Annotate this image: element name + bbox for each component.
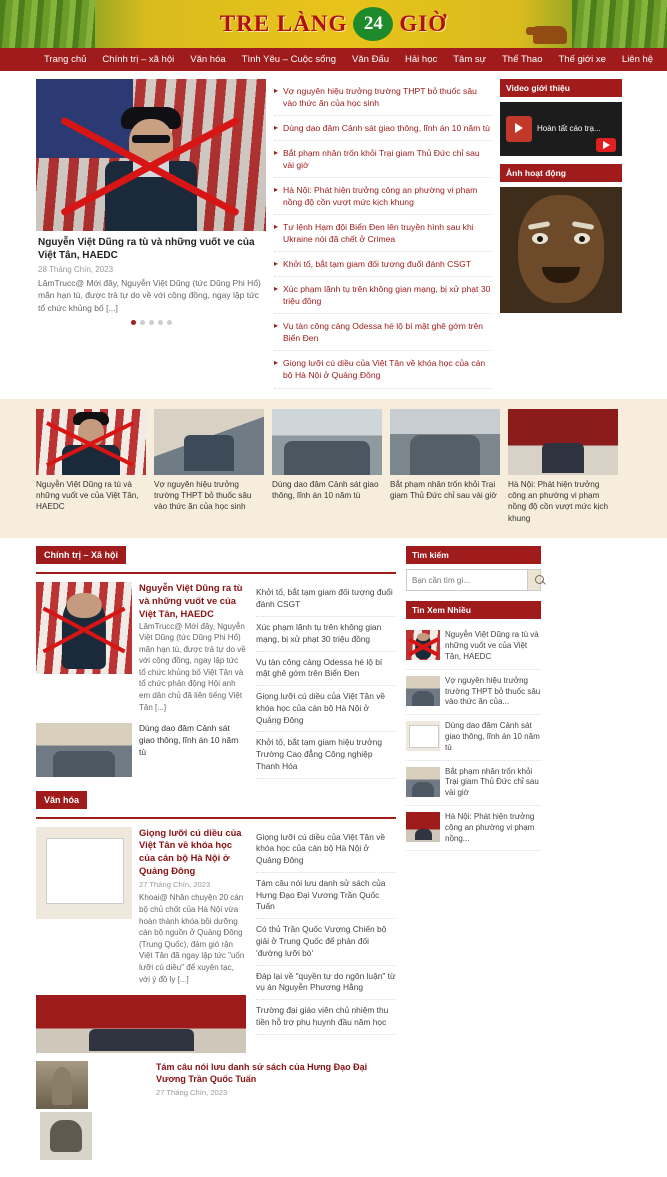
popular-item[interactable] — [406, 715, 541, 760]
headline-text: Bắt phạm nhân trốn khỏi Trại giam Thủ Đức chỉ sau vài giờ — [283, 148, 480, 171]
popular-item[interactable] — [406, 761, 541, 806]
strip-card-title: Dùng dao đâm Cảnh sát giao thông, lĩnh án 10 năm tù — [272, 479, 379, 500]
popular-item-title: Bắt phạm nhân trốn khỏi Trại giam Thủ Đức chỉ sau vài giờ — [445, 766, 539, 798]
section-divider — [36, 572, 396, 574]
politics-lead-image — [36, 582, 132, 674]
headline-item[interactable] — [274, 277, 492, 314]
highlight-strip — [0, 399, 667, 539]
politics-list-item[interactable]: Xúc phạm lãnh tụ trên không gian mạng, bị xử phạt 30 triệu đồng — [256, 617, 396, 652]
search-heading: Tìm kiếm — [406, 546, 541, 564]
culture-bottom-text — [156, 1061, 396, 1163]
culture-main-column — [36, 827, 246, 1054]
nav-item-4[interactable]: Văn Đấu — [352, 54, 390, 65]
photo-section-heading: Ảnh hoạt động — [500, 164, 622, 182]
main-content-area — [0, 538, 667, 1053]
culture-lead-title[interactable]: Giọng lưỡi cú diều của Việt Tân về khóa học của cán bộ Hà Nội ở Quảng Đông — [139, 826, 242, 876]
headline-item[interactable] — [274, 215, 492, 252]
culture-lead-excerpt: Khoai@ Nhân chuyện 20 cán bộ chủ chốt của Hà Nội vừa hoàn thành khóa bồi dưỡng cán bộ nguồn ở Quảng Đông (Trung Quốc), đảm gió rận Việt Tân đã ngay lập tức "uốn lưỡi cú diều" để xuyên tạc, với ý đồ ly [...] — [139, 893, 245, 984]
politics-lead-title[interactable]: Nguyễn Việt Dũng ra tù và những vuốt ve của Việt Tân, HAEDC — [139, 582, 243, 619]
main-navigation — [0, 48, 667, 71]
search-submit-button[interactable] — [527, 569, 541, 591]
culture-bottom-date: 27 Tháng Chín, 2023 — [156, 1088, 228, 1098]
popular-item-thumb — [406, 630, 440, 660]
section-politics-heading[interactable]: Chính trị – Xã hội — [36, 546, 126, 564]
politics-lead-article[interactable] — [36, 582, 246, 713]
politics-lead-excerpt: LâmTrucc@ Mới đây, Nguyễn Việt Dũng (tức Dũng Phi Hổ) mãn hạn tù, được trả tự do về với cộng đồng, ngay lập tức tổ chức khủng bố Việt Tân và tổ chức phản động Hội anh em dân chủ đã liên tiếng Việt Tân [...] — [139, 621, 246, 712]
bullet-icon: ▸ — [274, 185, 279, 195]
slider-dot-2[interactable] — [149, 320, 154, 325]
culture-list-item[interactable]: Đáp lại về "quyền tự do ngôn luận" từ vụ án Nguyễn Phương Hằng — [256, 966, 396, 1001]
headline-item[interactable] — [274, 116, 492, 141]
video-thumbnail — [506, 116, 532, 142]
popular-heading: Tin Xem Nhiều — [406, 601, 541, 619]
politics-lead-thumb — [36, 582, 132, 713]
bullet-icon: ▸ — [274, 222, 279, 232]
strip-card-image — [508, 409, 618, 475]
politics-sub-title: Dùng dao đâm Cảnh sát giao thông, lĩnh án 10 năm tù — [139, 723, 239, 757]
culture-sub-image — [36, 995, 246, 1053]
eye-left — [532, 233, 548, 244]
popular-item-title: Hà Nội: Phát hiện trưởng công an phường vi phạm nồng... — [445, 812, 535, 843]
headline-item[interactable] — [274, 79, 492, 116]
slider-dot-0[interactable] — [131, 320, 136, 325]
video-section-heading: Video giới thiệu — [500, 79, 622, 97]
headline-item[interactable] — [274, 178, 492, 215]
culture-bottom-images — [36, 1061, 146, 1163]
politics-list-item[interactable]: Giọng lưỡi cú diều của Việt Tân về khóa học của cán bộ Hà Nội ở Quảng Đông — [256, 686, 396, 732]
video-card[interactable] — [500, 102, 622, 156]
bullet-icon: ▸ — [274, 259, 279, 269]
politics-list-column — [256, 582, 396, 778]
culture-lead-image — [36, 827, 132, 919]
red-cross-overlay-icon — [50, 105, 250, 221]
strip-card[interactable] — [154, 409, 264, 525]
popular-list — [406, 624, 541, 851]
politics-list-item[interactable]: Khởi tố, bắt tạm giam đối tượng đuổi đánh CSGT — [256, 582, 396, 617]
bullet-icon: ▸ — [274, 123, 279, 133]
portrait-image — [40, 1112, 92, 1160]
strip-card-title: Hà Nội: Phát hiện trưởng công an phường vi phạm nồng độ cồn vượt mức kịch khung — [508, 479, 609, 523]
culture-list-item[interactable]: Tám câu nói lưu danh sử sách của Hưng Đạo Đại Vương Trần Quốc Tuấn — [256, 873, 396, 919]
headline-list — [274, 79, 492, 389]
featured-article-image — [36, 79, 266, 231]
culture-list-item[interactable]: Giọng lưỡi cú diều của Việt Tân về khóa học của cán bộ Hà Nội ở Quảng Đông — [256, 827, 396, 873]
popular-item-thumb — [406, 676, 440, 706]
mouth-shape — [542, 267, 580, 283]
headline-text: Vụ tàn công cảng Odessa hé lộ bí mật ghê gớm trên Biển Đen — [283, 321, 484, 344]
nav-item-8[interactable]: Thế giới xe — [558, 54, 606, 65]
featured-article-caption — [36, 231, 266, 314]
strip-card[interactable] — [390, 409, 500, 525]
strip-card-image — [272, 409, 382, 475]
headline-item[interactable] — [274, 252, 492, 277]
right-sidebar — [406, 546, 541, 851]
slider-dots[interactable] — [36, 320, 266, 325]
featured-article[interactable] — [36, 79, 266, 389]
popular-item-thumb — [406, 721, 440, 751]
popular-item[interactable] — [406, 624, 541, 669]
bullet-icon: ▸ — [274, 148, 279, 158]
headline-text: Vợ nguyên hiệu trưởng trường THPT bỏ thuốc sâu vào thức ăn của học sinh — [283, 86, 477, 109]
strip-card-image — [154, 409, 264, 475]
politics-list-item[interactable]: Vụ tàn công cảng Odessa hé lộ bí mật ghê gớm trên Biển Đen — [256, 652, 396, 687]
logo-text-right: GIỜ — [399, 11, 448, 36]
nav-item-7[interactable]: Thể Thao — [501, 54, 543, 65]
popular-item[interactable] — [406, 670, 541, 715]
video-title: Hoàn tất cáo trạ... — [537, 123, 601, 133]
featured-article-excerpt: LâmTrucc@ Mới đây, Nguyễn Việt Dũng (tức Dũng Phi Hổ) mãn hạn tù, được trả tự do về với cộng đồng, ngay lập tức tổ chức khủng bố [...] — [38, 278, 261, 313]
headline-text: Xúc phạm lãnh tụ trên không gian mạng, bị xử phạt 30 triệu đồng — [283, 284, 491, 307]
strip-card-title: Nguyễn Việt Dũng ra tù và những vuốt ve của Việt Tân, HAEDC — [36, 479, 139, 512]
top-right-column — [500, 79, 622, 389]
politics-sub-article[interactable] — [36, 723, 246, 777]
site-logo[interactable] — [0, 0, 667, 48]
headline-text: Tư lệnh Hạm đội Biển Đen lên truyền hình sau khi Ukraine nói đã chết ở Crimea — [283, 222, 474, 245]
culture-lead-article[interactable] — [36, 827, 246, 986]
section-politics — [36, 546, 396, 778]
bullet-icon: ▸ — [274, 86, 279, 95]
nav-item-6[interactable]: Tâm sự — [453, 54, 486, 65]
culture-list-column — [256, 827, 396, 1054]
headline-text: Hà Nội: Phát hiện trưởng công an phường vi phạm nồng độ cồn vượt mức kịch khung — [283, 185, 478, 208]
popular-item-title: Dùng dao đâm Cảnh sát giao thông, lĩnh án 10 năm tù — [445, 721, 540, 752]
nav-item-0[interactable]: Trang chủ — [44, 54, 87, 65]
nav-item-3[interactable]: Tình Yêu – Cuộc sống — [241, 54, 337, 65]
popular-item-thumb — [406, 812, 440, 842]
nav-item-1[interactable]: Chính trị – xã hội — [102, 54, 175, 65]
headline-item[interactable] — [274, 314, 492, 351]
culture-bottom-article[interactable] — [0, 1053, 667, 1177]
site-banner — [0, 0, 667, 48]
bullet-icon: ▸ — [274, 358, 279, 368]
politics-lead-text — [139, 582, 246, 713]
popular-item-title: Nguyễn Việt Dũng ra tù và những vuốt ve của Việt Tân, HAEDC — [445, 630, 539, 662]
politics-list-item[interactable]: Khởi tố, bắt tạm giam hiệu trưởng Trường Cao đẳng Công nghiệp Thanh Hóa — [256, 732, 396, 778]
strip-card-title: Bắt phạm nhân trốn khỏi Trại giam Thủ Đức chỉ sau vài giờ — [390, 479, 497, 500]
headline-text: Giọng lưỡi cú diều của Việt Tân về khóa học của cán bộ Hà Nội ở Quảng Đông — [283, 358, 486, 381]
nav-item-5[interactable]: Hải học — [405, 54, 438, 65]
strip-card-image — [36, 409, 146, 475]
popular-item[interactable] — [406, 806, 541, 851]
bullet-icon: ▸ — [274, 321, 279, 331]
culture-lead-date: 27 Tháng Chín, 2023 — [139, 880, 211, 890]
culture-list-item[interactable]: Có thủ Trần Quốc Vượng Chiến bộ giải ở Trung Quốc để phản đối 'đường lưỡi bò' — [256, 919, 396, 965]
logo-text-left: TRE LÀNG — [219, 11, 348, 36]
slider-dot-3[interactable] — [158, 320, 163, 325]
strip-card[interactable] — [36, 409, 146, 525]
politics-main-column — [36, 582, 246, 778]
mask-image — [518, 195, 604, 303]
culture-lead-text — [139, 827, 246, 986]
eyebrow-right — [572, 221, 595, 230]
strip-card[interactable] — [272, 409, 382, 525]
strip-card-title: Vợ nguyên hiệu trưởng trường THPT bỏ thuốc sâu vào thức ăn của học sinh — [154, 479, 252, 512]
photo-card[interactable] — [500, 187, 622, 313]
logo-badge-24: 24 — [353, 7, 393, 41]
eye-right — [574, 233, 590, 244]
strip-card[interactable] — [508, 409, 618, 525]
featured-article-title[interactable]: Nguyễn Việt Dũng ra tù và những vuốt ve của Việt Tân, HAEDC — [38, 237, 255, 261]
section-divider — [36, 817, 396, 819]
search-form — [406, 569, 541, 591]
statue-image — [36, 1061, 88, 1109]
section-culture — [36, 791, 396, 1054]
popular-item-title: Vợ nguyên hiệu trưởng trường THPT bỏ thuốc sâu vào thức ăn của... — [445, 675, 541, 707]
top-section — [0, 71, 667, 399]
slider-dot-1[interactable] — [140, 320, 145, 325]
nav-item-9[interactable]: Liên hệ — [621, 54, 654, 65]
play-icon[interactable] — [596, 138, 616, 152]
politics-sub-image — [36, 723, 132, 777]
popular-item-thumb — [406, 767, 440, 797]
headline-item[interactable] — [274, 351, 492, 388]
headline-text: Khởi tố, bắt tạm giam đối tượng đuổi đánh CSGT — [283, 259, 472, 270]
headline-text: Dùng dao đâm Cảnh sát giao thông, lĩnh án 10 năm tù — [283, 123, 490, 134]
culture-list-item[interactable]: Trường đại giáo viên chủ nhiệm thu tiền hỗ trợ phụ huynh đầu năm học — [256, 1000, 396, 1035]
culture-lead-thumb — [36, 827, 132, 986]
featured-article-date: 28 Tháng Chín, 2023 — [38, 265, 114, 274]
slider-dot-4[interactable] — [167, 320, 172, 325]
bullet-icon: ▸ — [274, 284, 279, 294]
eyebrow-left — [528, 221, 551, 230]
culture-sub-image-row[interactable] — [36, 995, 246, 1053]
culture-bottom-title[interactable]: Tám câu nói lưu danh sử sách của Hưng Đạo Đại Vương Trần Quốc Tuấn — [156, 1062, 368, 1085]
section-culture-heading[interactable]: Văn hóa — [36, 791, 87, 809]
nav-item-2[interactable]: Văn hóa — [190, 54, 226, 65]
headline-item[interactable] — [274, 141, 492, 178]
search-input[interactable] — [406, 569, 527, 591]
strip-card-image — [390, 409, 500, 475]
